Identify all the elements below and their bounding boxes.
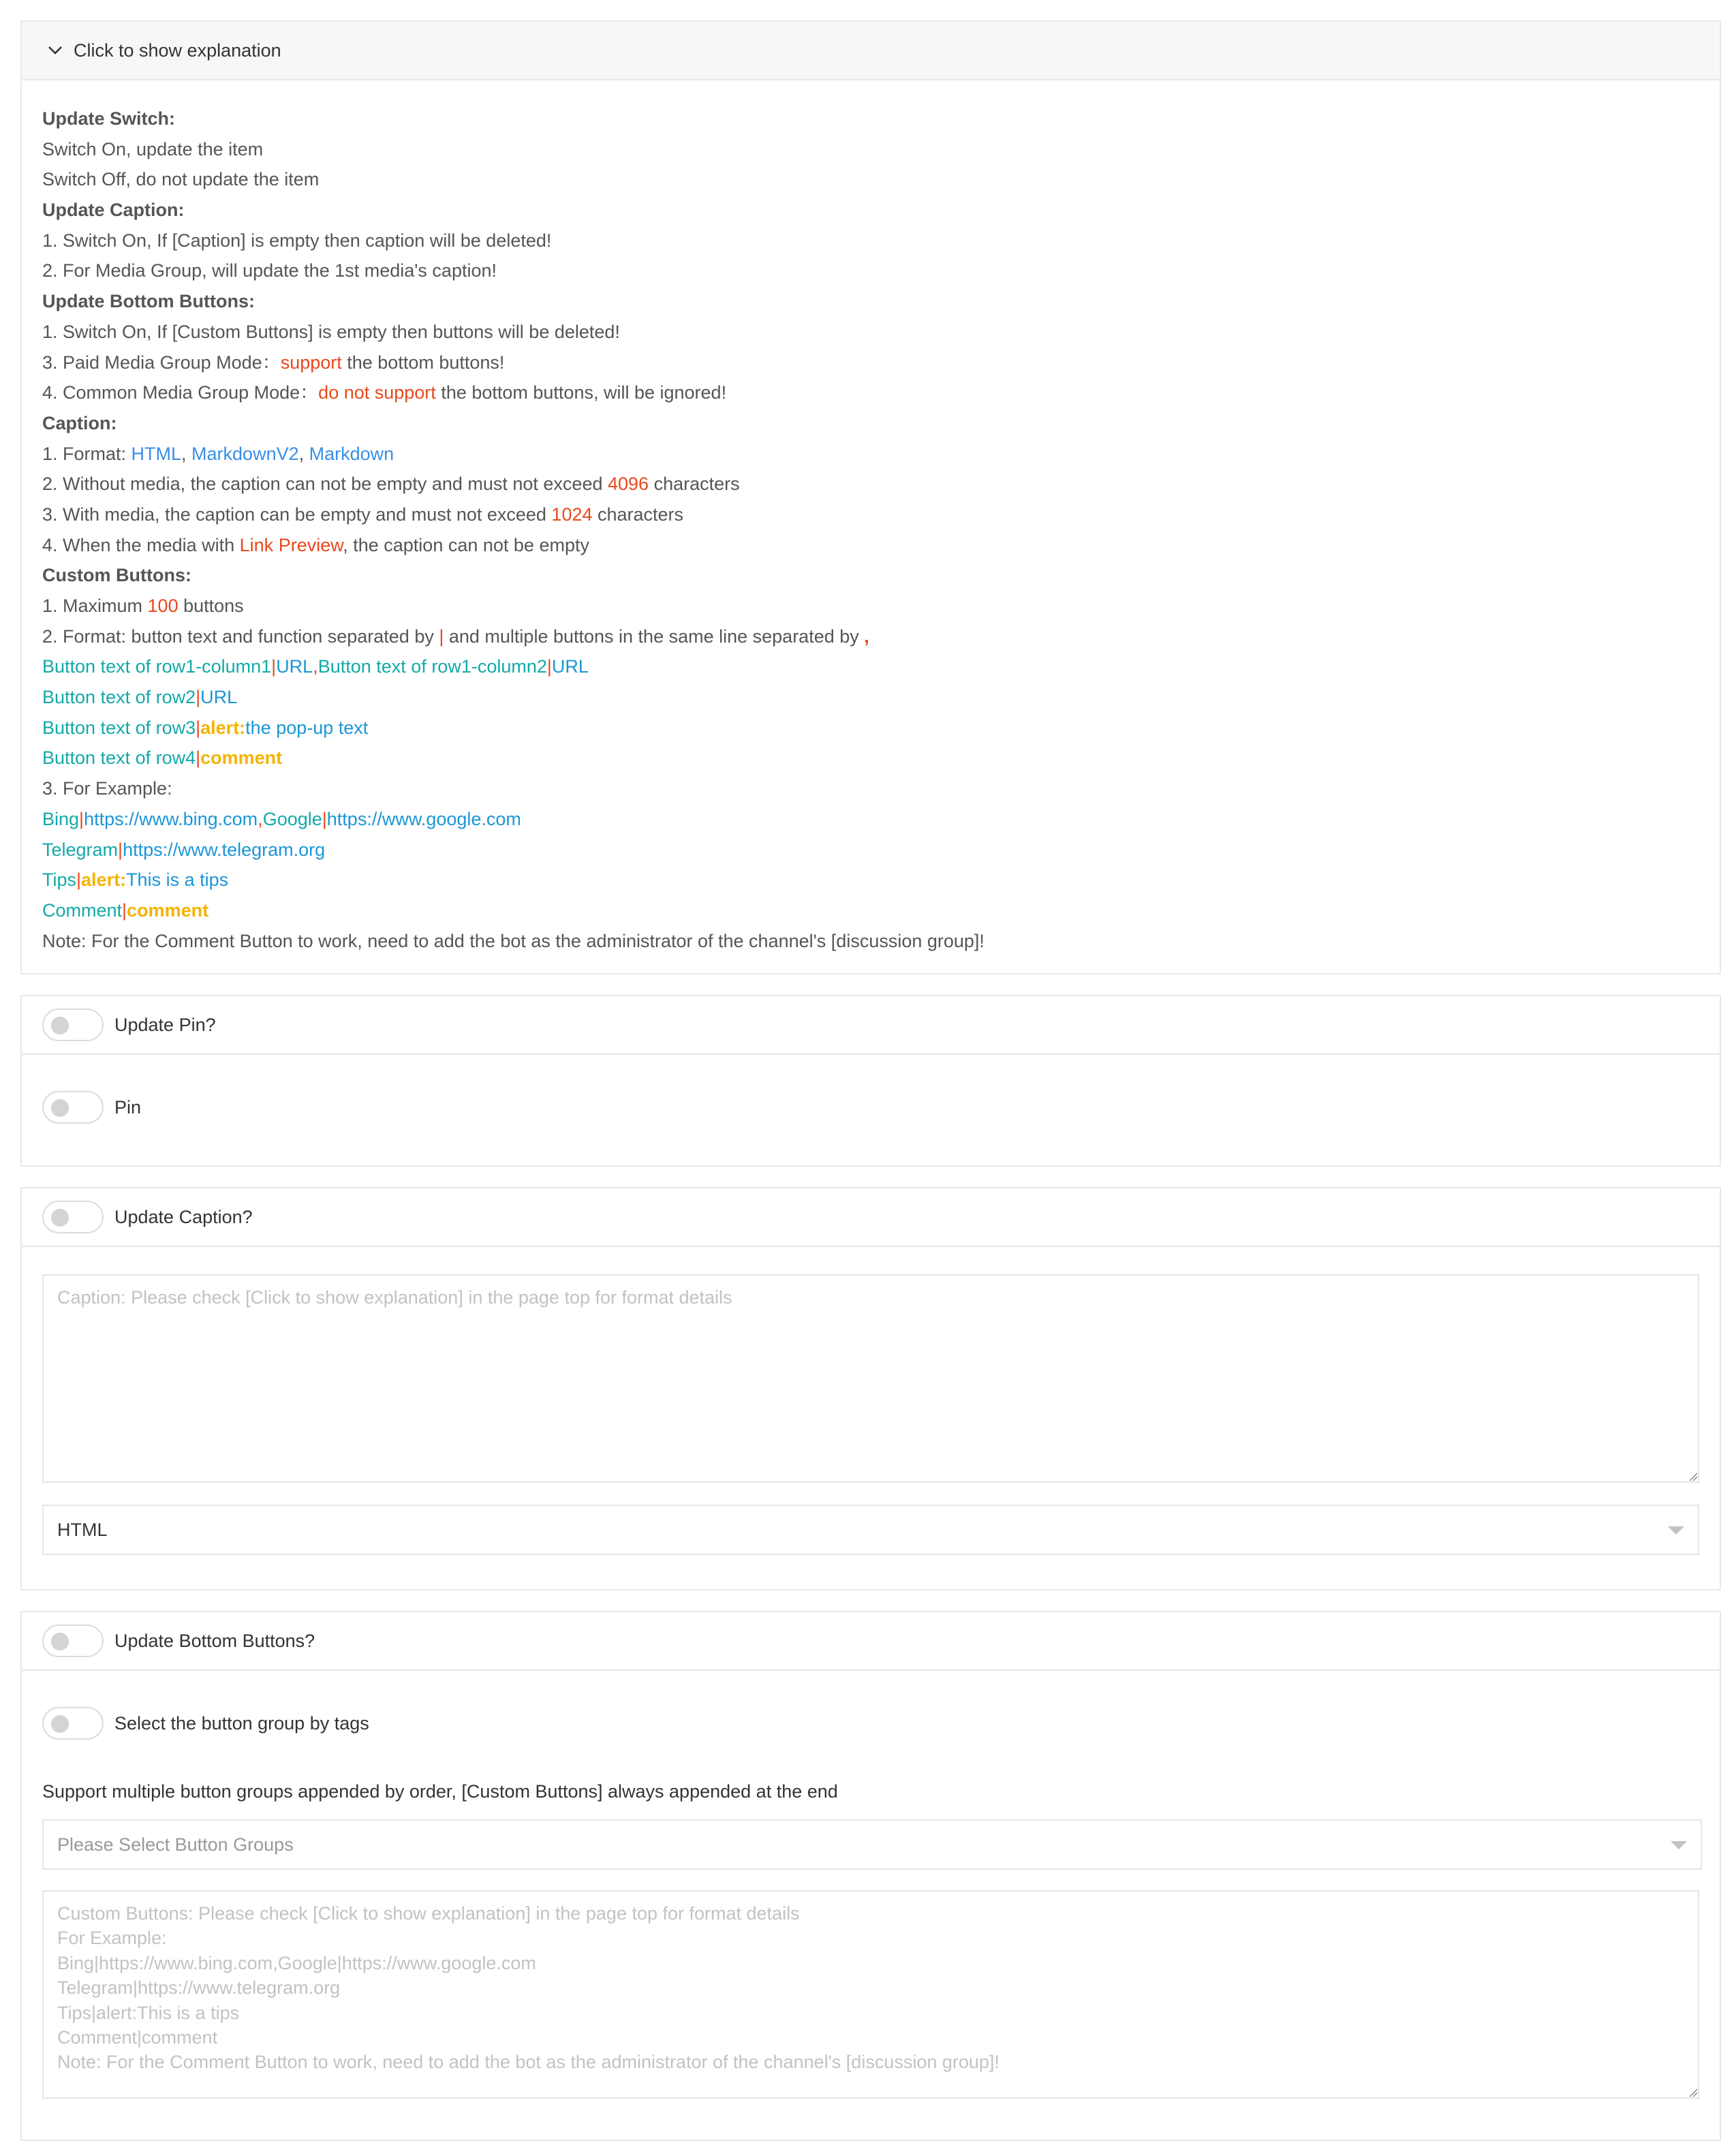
explanation-segment: 2. For Media Group, will update the 1st media's caption! [42,260,497,281]
explanation-segment: Switch On, update the item [42,138,264,159]
tags-label: Select the button group by tags [114,1712,369,1734]
explanation-segment: the bottom buttons, will be ignored! [435,382,727,403]
explanation-segment: | [79,808,84,829]
explanation-line [42,439,1720,469]
explanation-segment: URL [551,656,589,677]
explanation-line [42,682,1720,713]
explanation-segment: https://www.bing.com [84,808,258,829]
switch-knob [51,1017,69,1034]
explanation-segment: , [298,443,309,464]
explanation-segment: Update Bottom Buttons: [42,291,255,312]
explanation-segment: 1. Switch On, If [Caption] is empty then caption will be deleted! [42,230,552,251]
explanation-segment: | [196,687,201,708]
caret-down-icon [1671,1841,1687,1849]
caption-textarea[interactable] [42,1274,1699,1483]
explanation-segment: https://www.google.com [326,808,521,829]
explanation-toggle[interactable] [22,22,1720,80]
explanation-line [42,865,1720,895]
explanation-segment: alert: [81,869,127,891]
explanation-segment: characters [649,474,740,495]
explanation-segment: 1024 [551,504,593,525]
explanation-segment: comment [127,899,209,921]
explanation-segment: Button text of row3 [42,717,196,738]
explanation-segment: Telegram [42,839,119,860]
explanation-segment: 4096 [608,474,649,495]
switch-knob [51,1633,69,1650]
explanation-line [42,286,1720,317]
explanation-segment: | [196,748,201,769]
switch-knob [51,1715,69,1733]
pin-row [22,1078,1720,1137]
button-groups-placeholder: Please Select Button Groups [57,1834,294,1855]
explanation-segment: https://www.telegram.org [123,839,326,860]
explanation-line [42,713,1720,743]
update-caption-label: Update Caption? [114,1206,253,1227]
explanation-line [42,164,1720,195]
explanation-line [42,195,1720,226]
explanation-segment: and multiple buttons in the same line separated by [444,626,865,647]
explanation-segment: | [118,839,123,860]
explanation-line [42,530,1720,561]
explanation-segment: | [196,717,201,738]
explanation-segment: 4. Common Media Group Mode： [42,382,319,403]
explanation-segment: , the caption can not be empty [343,534,589,555]
custom-buttons-textarea[interactable] [42,1890,1699,2099]
explanation-segment: 2. Without media, the caption can not be empty and must not exceed [42,474,608,495]
explanation-line [42,408,1720,439]
explanation-line [42,348,1720,378]
explanation-segment: | [439,626,444,647]
explanation-segment: buttons [178,596,244,616]
resize-handle-icon[interactable] [1687,2086,1698,2097]
update-caption-row [22,1188,1720,1247]
switch-knob [51,1099,69,1117]
caption-section [20,1187,1721,1590]
explanation-segment: Markdown [309,443,394,464]
explanation-segment: , [313,656,318,677]
explanation-segment: Tips [42,869,77,891]
explanation-segment: Caption: [42,412,117,433]
switch-knob [51,1209,69,1227]
explanation-line [42,621,1720,652]
explanation-segment: the pop-up text [245,717,369,738]
explanation-line [42,895,1720,926]
explanation-segment: 3. Paid Media Group Mode： [42,352,281,373]
explanation-line [42,469,1720,499]
update-pin-row [22,996,1720,1055]
explanation-segment: 2. Format: button text and function separated by [42,626,439,647]
explanation-segment: do not support [318,382,436,403]
pin-section [20,995,1721,1167]
explanation-line [42,773,1720,804]
explanation-segment: Bing [42,808,80,829]
explanation-line [42,804,1720,835]
update-pin-label: Update Pin? [114,1014,216,1035]
button-groups-select[interactable] [42,1819,1702,1870]
explanation-segment: , [258,808,263,829]
explanation-segment: URL [200,687,238,708]
explanation-segment: alert: [200,717,246,738]
explanation-segment: 1. Maximum [42,596,148,616]
explanation-segment: | [546,656,552,677]
explanation-segment: Custom Buttons: [42,565,191,586]
explanation-segment: 1. Format: [42,443,131,464]
explanation-line [42,499,1720,530]
explanation-segment: This is a tips [126,869,229,891]
explanation-segment: Note: For the Comment Button to work, need to add the bot as the administrator of the channel's [discussion group]! [42,930,985,951]
explanation-line [42,591,1720,621]
explanation-panel [20,20,1721,974]
caret-down-icon [1668,1526,1684,1535]
pin-switch[interactable] [42,1091,104,1124]
update-buttons-switch[interactable] [42,1624,104,1657]
explanation-segment: Button text of row4 [42,748,196,769]
explanation-segment: Button text of row2 [42,687,196,708]
explanation-segment: Update Switch: [42,108,176,129]
explanation-segment: 3. For Example: [42,778,172,799]
caption-format-select[interactable] [42,1505,1699,1555]
explanation-segment: 4. When the media with [42,534,240,555]
explanation-segment: Update Caption: [42,200,185,221]
update-buttons-row [22,1612,1720,1671]
explanation-segment: | [271,656,277,677]
explanation-segment: Button text of row1-column2 [317,656,547,677]
tags-row [22,1694,1720,1753]
explanation-segment: | [322,808,327,829]
explanation-segment: | [76,869,82,891]
explanation-segment: Comment [42,899,123,921]
explanation-segment: Switch Off, do not update the item [42,169,320,190]
explanation-line [42,317,1720,348]
explanation-line [42,743,1720,773]
explanation-line [42,378,1720,408]
explanation-segment: Button text of row1-column1 [42,656,272,677]
explanation-line [42,651,1720,682]
explanation-segment: comment [200,748,283,769]
explanation-segment: support [280,352,342,373]
explanation-segment: Google [262,808,322,829]
explanation-segment: | [122,899,127,921]
pin-label: Pin [114,1096,142,1118]
tags-switch[interactable] [42,1707,104,1740]
explanation-line [42,835,1720,865]
explanation-toggle-label: Click to show explanation [74,40,281,61]
explanation-segment: HTML [131,443,182,464]
update-caption-switch[interactable] [42,1201,104,1233]
explanation-segment: URL [276,656,313,677]
explanation-segment: Link Preview [239,534,343,555]
explanation-segment: , [864,626,869,647]
bottom-buttons-section [20,1611,1721,2141]
explanation-segment: MarkdownV2 [191,443,299,464]
explanation-line [42,104,1720,134]
explanation-line [42,926,1720,957]
update-buttons-label: Update Bottom Buttons? [114,1630,315,1651]
resize-handle-icon[interactable] [1687,1470,1698,1481]
explanation-line [42,256,1720,286]
explanation-line [42,226,1720,256]
explanation-segment: 100 [147,596,179,616]
chevron-down-icon [45,40,65,61]
explanation-segment: the bottom buttons! [341,352,505,373]
explanation-segment: characters [592,504,684,525]
explanation-body [22,80,1720,956]
caption-format-value: HTML [57,1519,108,1540]
explanation-line [42,560,1720,591]
explanation-segment: 1. Switch On, If [Custom Buttons] is empty then buttons will be deleted! [42,321,620,342]
explanation-segment: 3. With media, the caption can be empty and must not exceed [42,504,552,525]
explanation-line [42,134,1720,165]
update-pin-switch[interactable] [42,1008,104,1041]
support-text: Support multiple button groups appended by order, [Custom Buttons] always appended at the end [42,1781,838,1802]
explanation-segment: , [181,443,192,464]
